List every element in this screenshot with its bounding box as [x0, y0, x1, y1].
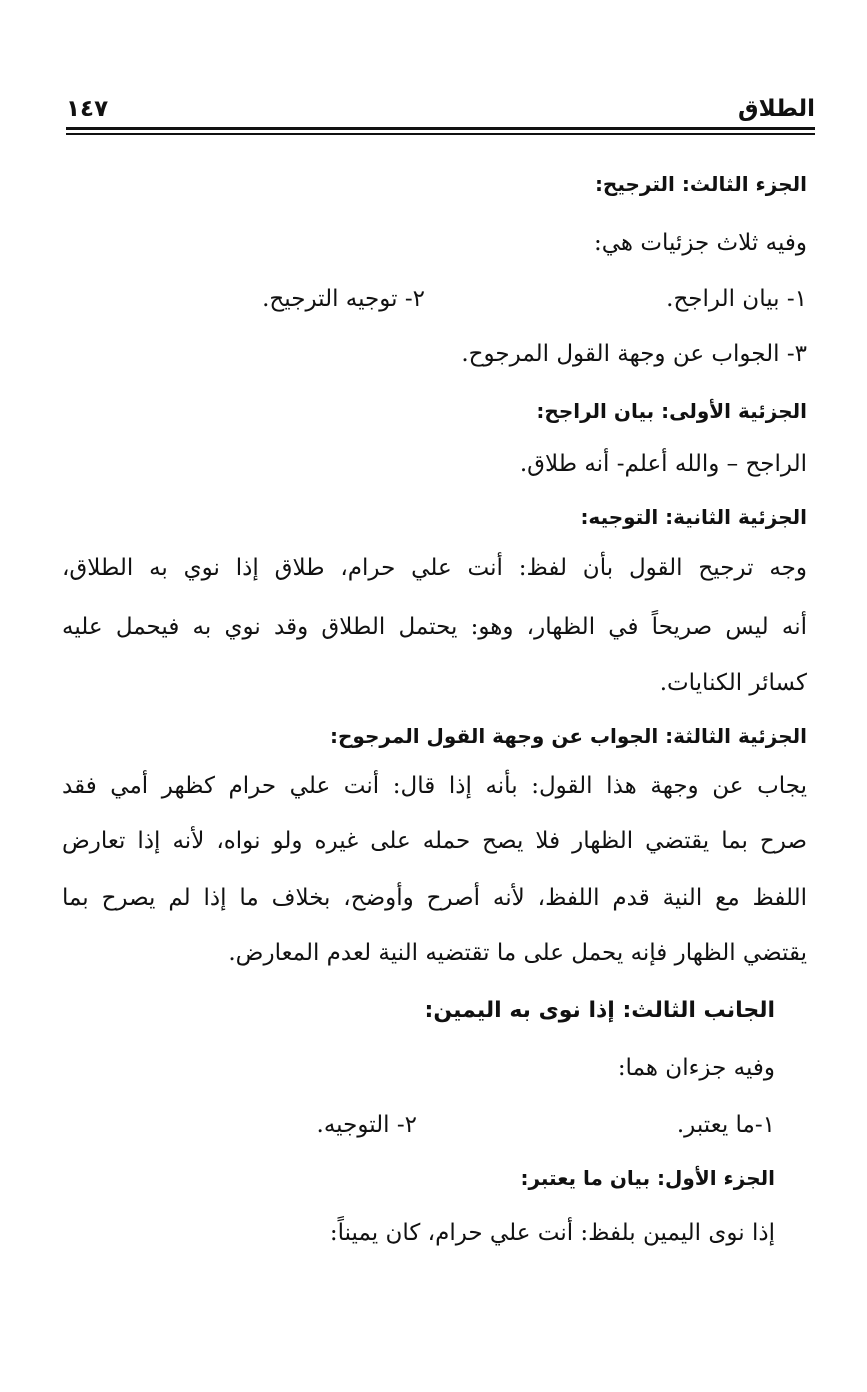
header-rule-thick	[66, 127, 815, 130]
list-item: ٢- التوجيه.	[316, 1112, 417, 1138]
paragraph-line: كسائر الكنايات.	[659, 670, 807, 696]
paragraph-line: أنه ليس صريحاً في الظهار، وهو: يحتمل الطلاق وقد نوي به فيحمل عليه	[62, 614, 807, 640]
paragraph-line: الراجح – والله أعلم- أنه طلاق.	[519, 451, 807, 477]
paragraph-line: وفيه جزءان هما:	[617, 1055, 775, 1081]
paragraph-line: يجاب عن وجهة هذا القول: بأنه إذا قال: أنت علي حرام كظهر أمي فقد	[62, 773, 807, 799]
subsection-heading: الجزئية الأولى: بيان الراجح:	[536, 399, 807, 423]
list-item: ٣- الجواب عن وجهة القول المرجوح.	[461, 341, 807, 367]
running-header	[66, 96, 815, 122]
subsection-heading: الجزئية الثانية: التوجيه:	[580, 505, 807, 529]
paragraph-line: وفيه ثلاث جزئيات هي:	[593, 230, 807, 256]
page-number: ١٤٧	[66, 96, 109, 122]
subsection-heading: الجزئية الثالثة: الجواب عن وجهة القول المرجوح:	[330, 724, 807, 748]
section-heading: الجزء الأول: بيان ما يعتبر:	[520, 1166, 775, 1190]
paragraph-line: اللفظ مع النية قدم اللفظ، لأنه أصرح وأوضح، بخلاف ما إذا لم يصرح بما	[62, 885, 807, 911]
chapter-title: الطلاق	[738, 96, 815, 122]
paragraph-line: وجه ترجيح القول بأن لفظ: أنت علي حرام، طلاق إذا نوي به الطلاق،	[62, 555, 807, 581]
list-item: ٢- توجيه الترجيح.	[262, 286, 425, 312]
paragraph-line: إذا نوى اليمين بلفظ: أنت علي حرام، كان يميناً:	[329, 1220, 775, 1246]
header-rule-thin	[66, 133, 815, 135]
paragraph-line: يقتضي الظهار فإنه يحمل على ما تقتضيه النية لعدم المعارض.	[228, 940, 807, 966]
section-heading: الجانب الثالث: إذا نوى به اليمين:	[424, 998, 775, 1023]
list-item: ١-ما يعتبر.	[676, 1112, 775, 1138]
section-heading: الجزء الثالث: الترجيح:	[594, 172, 807, 196]
paragraph-line: صرح بما يقتضي الظهار فلا يصح حمله على غيره ولو نواه، لأنه إذا تعارض	[62, 828, 807, 854]
list-item: ١- بيان الراجح.	[666, 286, 807, 312]
